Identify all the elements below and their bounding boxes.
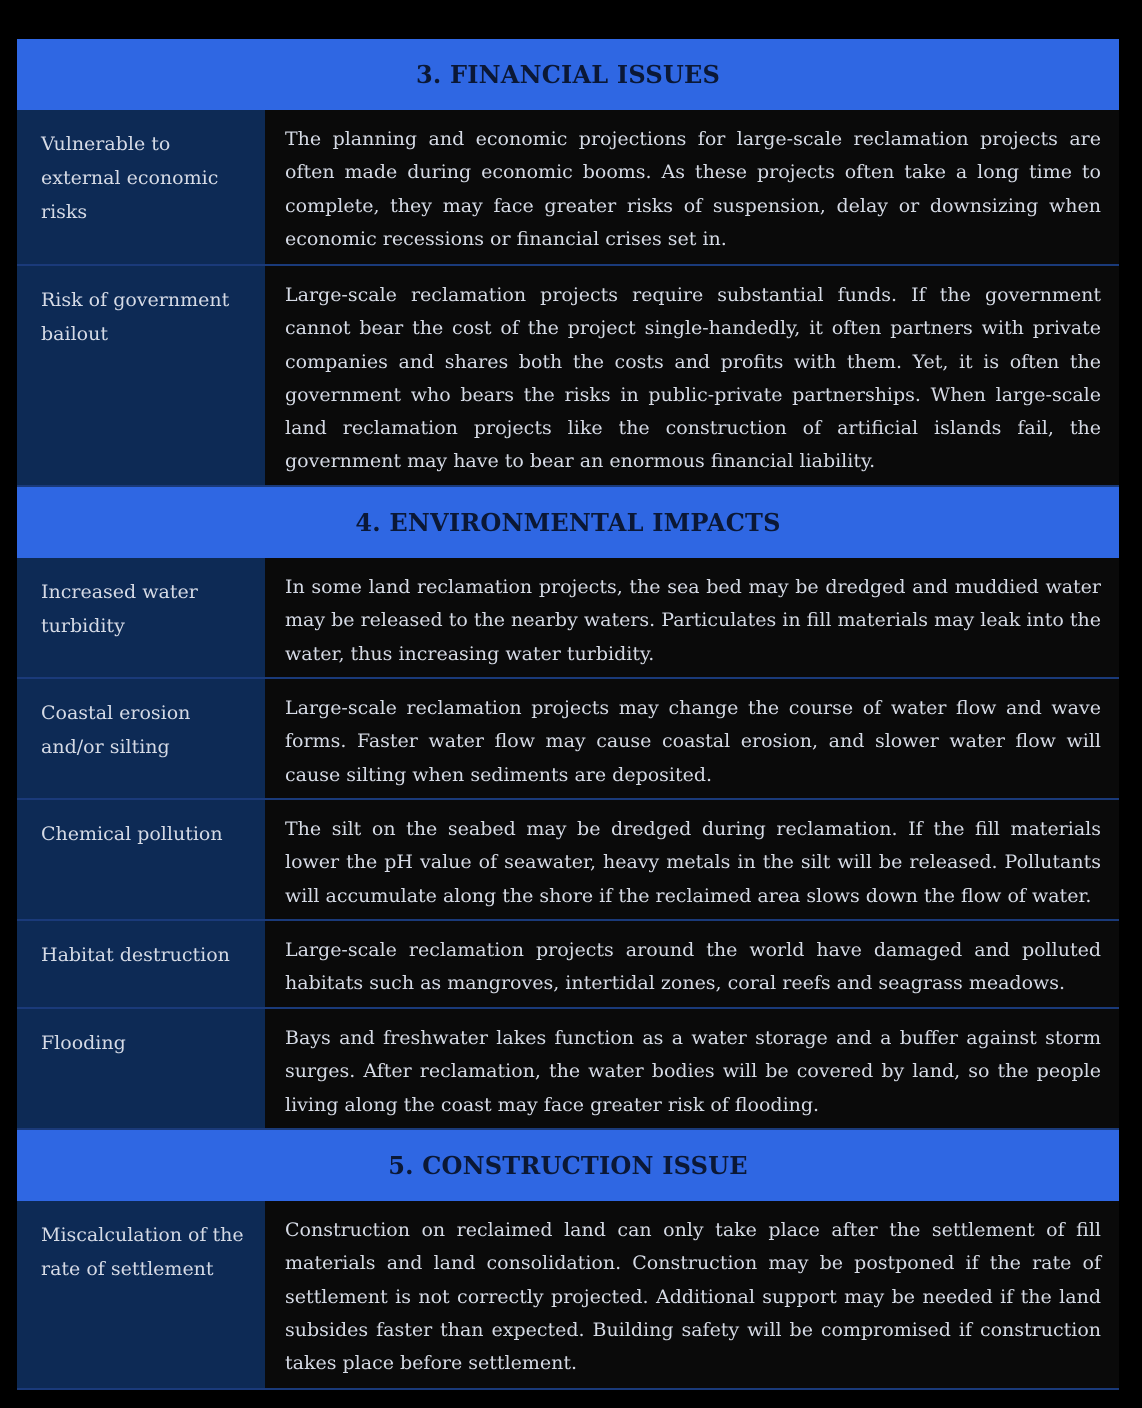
section-header-construction <box>17 1130 1119 1201</box>
table-row <box>17 921 1119 1009</box>
row-label: Risk of government bailout <box>17 266 265 485</box>
row-label: Coastal erosion and/or silting <box>17 679 265 798</box>
section-title: 4. ENVIRONMENTAL IMPACTS <box>355 508 781 537</box>
row-description: The planning and economic projections for large-scale reclamation projects are often made during economic booms. As these projects often take a long time to complete, they may face greater risks of suspension, delay or downsizing when economic recessions or financial crises set in. <box>265 110 1119 264</box>
table-row <box>17 266 1119 487</box>
table-row <box>17 1201 1119 1390</box>
row-label: Vulnerable to external economic risks <box>17 110 265 264</box>
row-description: In some land reclamation projects, the sea bed may be dredged and muddied water may be released to the nearby waters. Particulates in fill materials may leak into the water, thus increasing water turbidity. <box>265 558 1119 677</box>
table-row <box>17 110 1119 266</box>
table-row <box>17 558 1119 679</box>
row-description: Large-scale reclamation projects require substantial funds. If the government cannot bear the cost of the project single-handedly, it often partners with private companies and shares both the costs and profits with them. Yet, it is often the government who bears the risks in public-private partnerships. When large-scale land reclamation projects like the construction of artificial islands fail, the government may have to bear an enormous financial liability. <box>265 266 1119 485</box>
section-title: 3. FINANCIAL ISSUES <box>415 60 721 89</box>
table-row <box>17 1009 1119 1130</box>
table-row <box>17 679 1119 800</box>
row-label: Miscalculation of the rate of settlement <box>17 1201 265 1388</box>
row-description: The silt on the seabed may be dredged during reclamation. If the fill materials lower the pH value of seawater, heavy metals in the silt will be released. Pollutants will accumulate along the shore if the reclaimed area slows down the flow of water. <box>265 800 1119 919</box>
row-description: Bays and freshwater lakes function as a water storage and a buffer against storm surges. After reclamation, the water bodies will be covered by land, so the people living along the coast may face greater risk of flooding. <box>265 1009 1119 1128</box>
issues-table <box>17 39 1119 1390</box>
row-label: Increased water turbidity <box>17 558 265 677</box>
table-row <box>17 800 1119 921</box>
row-description: Large-scale reclamation projects may change the course of water flow and wave forms. Faster water flow may cause coastal erosion, and slower water flow will cause silting when sediments are deposited. <box>265 679 1119 798</box>
row-description: Large-scale reclamation projects around the world have damaged and polluted habitats such as mangroves, intertidal zones, coral reefs and seagrass meadows. <box>265 921 1119 1007</box>
row-label: Chemical pollution <box>17 800 265 919</box>
row-label: Flooding <box>17 1009 265 1128</box>
section-header-environmental <box>17 487 1119 558</box>
section-header-financial <box>17 39 1119 110</box>
section-title: 5. CONSTRUCTION ISSUE <box>388 1151 748 1180</box>
row-label: Habitat destruction <box>17 921 265 1007</box>
row-description: Construction on reclaimed land can only take place after the settlement of fill materials and land consolidation. Construction may be postponed if the rate of settlement is not correctly projected. Additional support may be needed if the land subsides faster than expected. Building safety will be compromised if construction takes place before settlement. <box>265 1201 1119 1388</box>
